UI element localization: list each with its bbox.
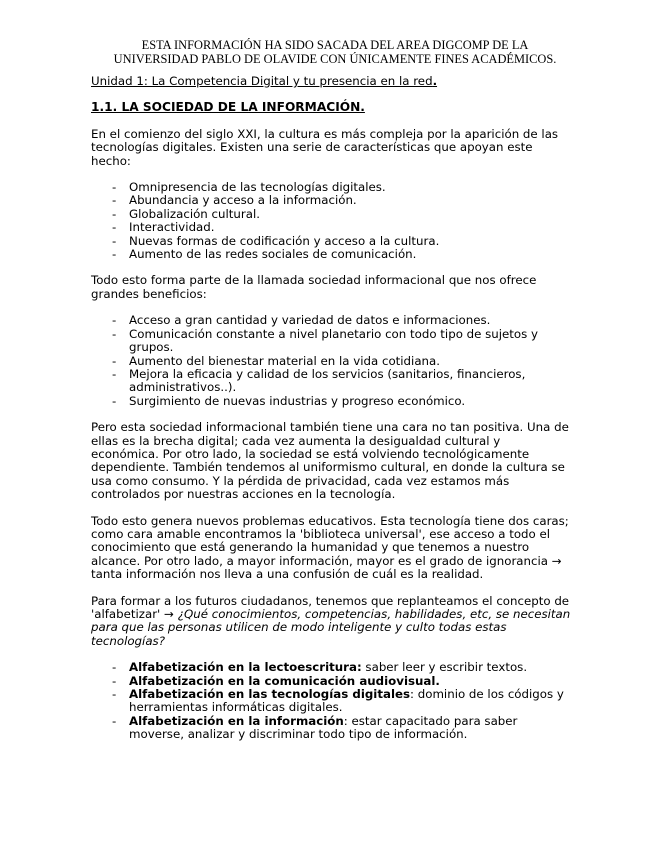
list-item: - Alfabetización en la lectoescritura: saber leer y escribir textos.	[91, 661, 571, 674]
list-item: - Mejora la eficacia y calidad de los servicios (sanitarios, financieros, administrativos..).	[91, 368, 571, 395]
list-item: - Omnipresencia de las tecnologías digitales.	[91, 181, 571, 194]
literacies-list	[91, 661, 571, 741]
list-item: - Interactividad.	[91, 221, 571, 234]
list-item: - Aumento del bienestar material en la vida cotidiana.	[91, 355, 571, 368]
list-item: - Acceso a gran cantidad y variedad de datos e informaciones.	[91, 314, 571, 327]
unit-title: Unidad 1: La Competencia Digital y tu presencia en la red.	[91, 74, 438, 88]
benefits-list	[91, 314, 571, 408]
intro-paragraph: En el comienzo del siglo XXI, la cultura es más compleja por la aparición de las tecnologías digitales. Existen una serie de características que apoyan este hecho:	[91, 126, 559, 168]
header-line-1: ESTA INFORMACIÓN HA SIDO SACADA DEL AREA DIGCOMP DE LA	[141, 38, 529, 52]
list-item: - Alfabetización en la información: estar capacitado para saber moverse, analizar y discriminar todo tipo de información.	[91, 715, 571, 742]
list-item: - Nuevas formas de codificación y acceso a la cultura.	[91, 235, 571, 248]
list-item: - Alfabetización en las tecnologías digitales: dominio de los códigos y herramientas informáticas digitales.	[91, 688, 571, 715]
benefits-intro: Todo esto forma parte de la llamada sociedad informacional que nos ofrece grandes beneficios:	[91, 273, 537, 301]
section-title: 1.1. LA SOCIEDAD DE LA INFORMACIÓN.	[91, 100, 365, 115]
document-body	[91, 75, 571, 755]
list-item: - Comunicación constante a nivel planetario con todo tipo de sujetos y grupos.	[91, 328, 571, 355]
characteristics-list	[91, 181, 571, 261]
list-item: - Aumento de las redes sociales de comunicación.	[91, 248, 571, 261]
literacy-question-paragraph: Para formar a los futuros ciudadanos, tenemos que replanteamos el concepto de 'alfabetizar' → ¿Qué conocimientos, competencias, habilidades, etc, se necesitan para que las personas utilicen de modo inteligente y culto todas estas tecnologías?	[91, 593, 571, 648]
list-item: - Surgimiento de nuevas industrias y progreso económico.	[91, 395, 571, 408]
list-item: - Abundancia y acceso a la información.	[91, 194, 571, 207]
list-item: - Globalización cultural.	[91, 208, 571, 221]
educational-problems-paragraph: Todo esto genera nuevos problemas educativos. Esta tecnología tiene dos caras; como cara amable encontramos la 'biblioteca universal', ese acceso a todo el conocimiento que está generando la humanidad y que tenemos a nuestro alcance. Por otro lado, a mayor información, mayor es el grado de ignorancia → tanta información nos lleva a una confusión de cuál es la realidad.	[91, 513, 569, 582]
list-item: - Alfabetización en la comunicación audiovisual.	[91, 675, 571, 688]
document-header	[95, 38, 575, 66]
negative-aspects-paragraph: Pero esta sociedad informacional también tiene una cara no tan positiva. Una de ellas es la brecha digital; cada vez aumenta la desigualdad cultural y económica. Por otro lado, la sociedad se está volviendo tecnológicamente dependiente. También tendemos al uniformismo cultural, en donde la cultura se usa como consumo. Y la pérdida de privacidad, cada vez estamos más controlados por nuestras acciones en la tecnología.	[91, 420, 569, 502]
header-line-2: UNIVERSIDAD PABLO DE OLAVIDE CON ÚNICAMENTE FINES ACADÉMICOS.	[113, 52, 557, 67]
